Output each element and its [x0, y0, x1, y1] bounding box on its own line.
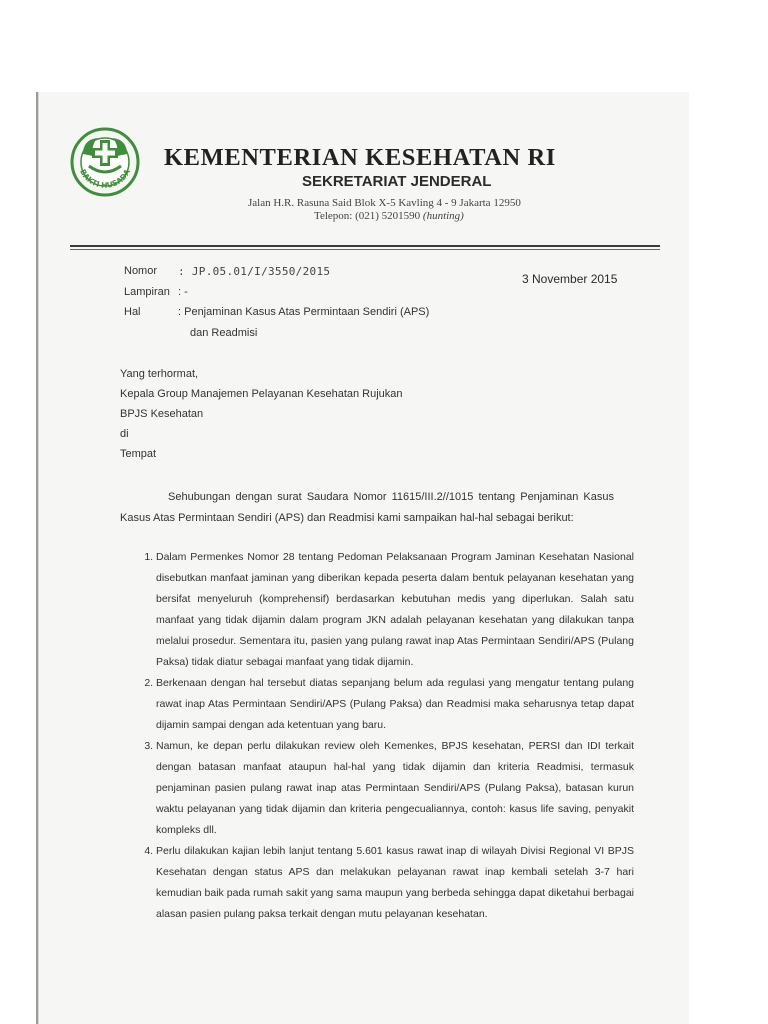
phone-note: (hunting) [422, 210, 464, 222]
list-item: 3. Namun, ke depan perlu dilakukan review oleh Kemenkes, BPJS kesehatan, PERSI dan IDI terkait dengan batasan manfaat ataupun hal-hal yang tidak dijamin dan kriteria Readmisi, termasuk penjaminan pasien pulang rawat inap atas Permintaan Sendiri/APS (Pulang Paksa), batasan kurun waktu pelayanan yang tidak dijamin dan kriteria pengecualiannya, contoh: kasus life saving, penyakit kompleks dll. [156, 736, 634, 841]
letterhead-address: Jalan H.R. Rasuna Said Blok X-5 Kavling 4 - 9 Jakarta 12950 [248, 197, 521, 209]
bakti-husada-logo [69, 126, 141, 200]
salutation: Yang terhormat, [120, 368, 199, 380]
list-item: 4. Perlu dilakukan kajian lebih lanjut tentang 5.601 kasus rawat inap di wilayah Divisi Regional VI BPJS Kesehatan dengan status APS dan melakukan pelayanan rawat inap kembali setelah 3-7 hari kemudian baik pada rumah sakit yang sama maupun yang berbeda sehingga dapat diketahui berbagai alasan pasien pulang paksa terkait dengan mutu pelayanan kesehatan. [156, 841, 634, 925]
recipient-place: Tempat [120, 448, 157, 460]
recipient-di: di [120, 428, 129, 440]
phone-number: Telepon: (021) 5201590 [314, 210, 421, 222]
ministry-title: KEMENTERIAN KESEHATAN RI [164, 144, 556, 171]
hal-label: Hal [124, 306, 141, 318]
nomor-label: Nomor [124, 265, 158, 277]
points-list [138, 547, 634, 925]
letterhead-phone [314, 210, 464, 222]
lampiran-value: : - [178, 286, 188, 298]
letter-date: 3 November 2015 [522, 272, 618, 286]
nomor-value: : JP.05.01/I/3550/2015 [178, 265, 331, 278]
recipient-organization: BPJS Kesehatan [120, 408, 204, 420]
lampiran-label: Lampiran [124, 286, 170, 298]
letterhead-rule [70, 245, 660, 247]
recipient-title: Kepala Group Manajemen Pelayanan Kesehatan Rujukan [120, 388, 403, 400]
logo-text: BAKTI HUSADA [78, 167, 132, 190]
hal-value-continued: dan Readmisi [190, 327, 258, 339]
letter-page [36, 92, 689, 1024]
secretariat-title: SEKRETARIAT JENDERAL [302, 173, 492, 190]
list-item: 2. Berkenaan dengan hal tersebut diatas sepanjang belum ada regulasi yang mengatur tentang pulang rawat inap Atas Permintaan Sendiri/APS (Pulang Paksa) dan Readmisi maka seharusnya tetap dapat dijamin sampai dengan ada ketentuan yang baru. [156, 673, 634, 736]
hal-value: : Penjaminan Kasus Atas Permintaan Sendiri (APS) [178, 306, 430, 318]
letterhead-rule-thin [70, 249, 660, 250]
opening-paragraph: Sehubungan dengan surat Saudara Nomor 11615/III.2//1015 tentang Penjaminan Kasus Kasus Atas Permintaan Sendiri (APS) dan Readmisi kami sampaikan hal-hal sebagai berikut: [120, 491, 614, 524]
list-item: 1. Dalam Permenkes Nomor 28 tentang Pedoman Pelaksanaan Program Jaminan Kesehatan Nasional disebutkan manfaat jaminan yang diberikan kepada peserta dalam bentuk pelayanan kesehatan yang bersifat menyeluruh (komprehensif) berdasarkan kebutuhan medis yang diperlukan. Salah satu manfaat yang tidak dijamin dalam program JKN adalah pelayanan kesehatan yang dilakukan tanpa melalui prosedur. Sementara itu, pasien yang pulang rawat inap Atas Permintaan Sendiri/APS (Pulang Paksa) tidak diatur sebagai manfaat yang tidak dijamin. [156, 547, 634, 673]
